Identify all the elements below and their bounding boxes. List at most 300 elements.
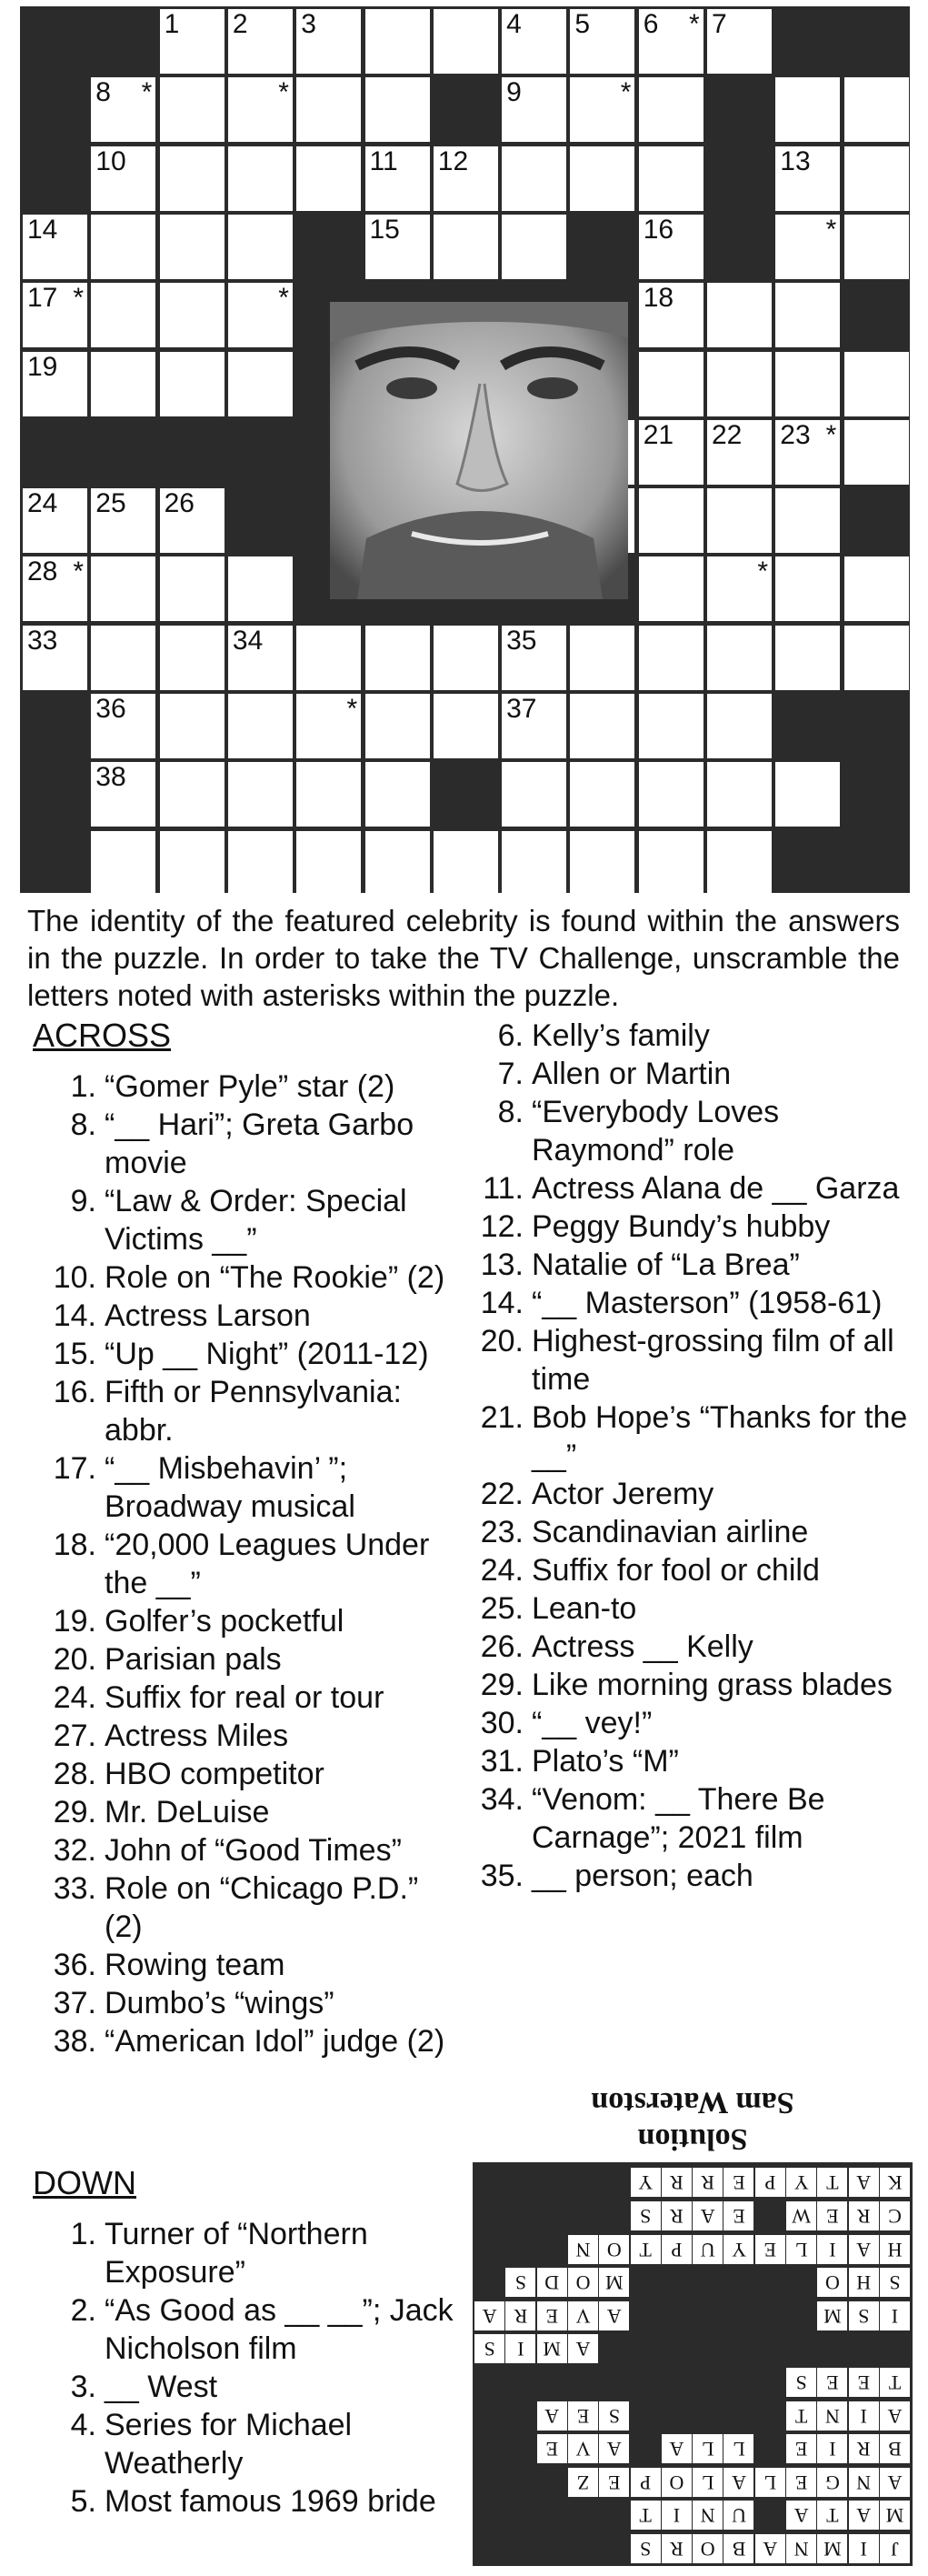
- clue-num: 25.: [480, 1591, 524, 1626]
- clue-item: [33, 1449, 460, 1526]
- grid-cell[interactable]: [639, 762, 703, 827]
- clue-text: Bob Hope’s “Thanks for the __”: [532, 1400, 908, 1473]
- solution-cell: M: [817, 2534, 847, 2563]
- clue-number: 7: [712, 9, 727, 39]
- clue-number: 33: [27, 625, 58, 656]
- grid-cell[interactable]: [228, 352, 293, 416]
- clue-number: 21: [643, 419, 674, 450]
- grid-cell[interactable]: [775, 626, 840, 690]
- grid-cell[interactable]: [570, 626, 634, 690]
- grid-cell[interactable]: [639, 694, 703, 758]
- grid-cell[interactable]: [160, 9, 225, 74]
- celebrity-photo: [330, 302, 628, 599]
- clue-num: 32.: [53, 1833, 96, 1868]
- clue-num: 23.: [480, 1515, 524, 1549]
- grid-cell[interactable]: [707, 352, 772, 416]
- clue-num: 29.: [480, 1668, 524, 1702]
- clue-text: “__ Misbehavin’ ”; Broadway musical: [105, 1451, 355, 1524]
- grid-cell[interactable]: [228, 831, 293, 896]
- clue-num: 28.: [53, 1757, 96, 1791]
- grid-cell[interactable]: [91, 352, 155, 416]
- clue-item: [460, 1246, 914, 1284]
- grid-cell[interactable]: [639, 556, 703, 621]
- clue-item: [460, 1513, 914, 1551]
- grid-cell[interactable]: [639, 215, 703, 279]
- clue-item: [460, 1742, 914, 1780]
- clue-num: 6.: [497, 1018, 524, 1053]
- grid-cell[interactable]: [296, 831, 361, 896]
- solution-cell: A: [693, 2201, 723, 2230]
- solution-cell: A: [662, 2434, 692, 2463]
- clue-text: Allen or Martin: [532, 1057, 732, 1091]
- clue-text: Actress Larson: [105, 1298, 311, 1333]
- clue-num: 27.: [53, 1719, 96, 1753]
- solution-cell: S: [599, 2401, 629, 2431]
- grid-cell[interactable]: [160, 556, 225, 621]
- grid-cell[interactable]: [228, 556, 293, 621]
- grid-cell[interactable]: [228, 9, 293, 74]
- clue-text: “__ Masterson” (1958-61): [532, 1286, 883, 1320]
- grid-cell[interactable]: [434, 694, 498, 758]
- grid-cell[interactable]: [775, 762, 840, 827]
- solution-cell: A: [755, 2534, 785, 2563]
- asterisk-marker: *: [278, 283, 289, 314]
- grid-cell[interactable]: [844, 77, 909, 142]
- solution-cell: A: [786, 2501, 816, 2530]
- solution-cell: L: [724, 2434, 754, 2463]
- grid-cell[interactable]: [639, 831, 703, 896]
- clue-num: 12.: [480, 1209, 524, 1244]
- solution-cell: Y: [631, 2168, 661, 2197]
- grid-cell[interactable]: [844, 556, 909, 621]
- grid-cell[interactable]: [23, 352, 87, 416]
- clue-item: [33, 2215, 460, 2291]
- grid-cell[interactable]: [434, 9, 498, 74]
- clue-item: [33, 1793, 460, 1831]
- clue-text: “20,000 Leagues Under the __”: [105, 1528, 430, 1600]
- solution-cell: A: [537, 2401, 567, 2431]
- clue-item: [33, 1946, 460, 1984]
- grid-cell[interactable]: [23, 215, 87, 279]
- solution-cell: R: [662, 2201, 692, 2230]
- solution-cell: I: [662, 2501, 692, 2530]
- solution-cell: I: [880, 2301, 910, 2330]
- grid-cell[interactable]: [502, 762, 566, 827]
- grid-cell[interactable]: [296, 626, 361, 690]
- grid-cell[interactable]: [844, 352, 909, 416]
- clue-num: 15.: [53, 1337, 96, 1371]
- clue-item: [460, 1628, 914, 1666]
- grid-cell[interactable]: [502, 9, 566, 74]
- clue-item: [33, 1679, 460, 1717]
- grid-cell[interactable]: [502, 77, 566, 142]
- clue-item: [460, 1551, 914, 1589]
- solution-cell: E: [568, 2401, 598, 2431]
- grid-cell[interactable]: [639, 9, 703, 74]
- clue-number: 36: [95, 694, 126, 724]
- grid-cell[interactable]: [296, 146, 361, 211]
- clue-num: 31.: [480, 1744, 524, 1779]
- grid-cell[interactable]: [775, 488, 840, 553]
- grid-cell[interactable]: [91, 831, 155, 896]
- clue-text: John of “Good Times”: [105, 1833, 402, 1868]
- grid-cell[interactable]: [502, 626, 566, 690]
- grid-cell[interactable]: [639, 283, 703, 347]
- grid-cell[interactable]: [844, 420, 909, 485]
- clue-text: Dumbo’s “wings”: [105, 1986, 334, 2020]
- grid-cell[interactable]: [570, 77, 634, 142]
- clue-num: 34.: [480, 1782, 524, 1817]
- asterisk-marker: *: [73, 556, 84, 587]
- grid-cell[interactable]: [91, 556, 155, 621]
- grid-cell[interactable]: [639, 352, 703, 416]
- clue-item: [33, 1717, 460, 1755]
- clue-item: [33, 1106, 460, 1182]
- clue-number: 15: [369, 214, 400, 245]
- solution-cell: R: [849, 2201, 879, 2230]
- grid-cell[interactable]: [775, 283, 840, 347]
- grid-cell[interactable]: [91, 146, 155, 211]
- grid-cell[interactable]: [707, 831, 772, 896]
- grid-cell[interactable]: [434, 215, 498, 279]
- grid-cell[interactable]: [844, 215, 909, 279]
- grid-cell[interactable]: [639, 77, 703, 142]
- grid-cell[interactable]: [228, 626, 293, 690]
- grid-cell[interactable]: [570, 762, 634, 827]
- solution-cell: A: [849, 2235, 879, 2264]
- grid-cell[interactable]: [707, 762, 772, 827]
- grid-cell[interactable]: [160, 762, 225, 827]
- clue-num: 8.: [70, 1108, 96, 1142]
- asterisk-marker: *: [825, 214, 837, 245]
- grid-cell[interactable]: [228, 146, 293, 211]
- solution-cell: I: [505, 2334, 535, 2363]
- grid-cell[interactable]: [160, 77, 225, 142]
- clue-num: 18.: [53, 1528, 96, 1562]
- clue-text: __ person; each: [532, 1859, 753, 1893]
- solution-cell: U: [693, 2235, 723, 2264]
- grid-cell[interactable]: [775, 420, 840, 485]
- grid-cell[interactable]: [91, 283, 155, 347]
- clue-number: 16: [643, 214, 674, 245]
- grid-cell[interactable]: [707, 283, 772, 347]
- clue-number: 10: [95, 145, 126, 176]
- grid-cell[interactable]: [775, 352, 840, 416]
- clue-text: “__ vey!”: [532, 1706, 653, 1740]
- clue-number: 5: [574, 9, 591, 39]
- grid-cell[interactable]: [365, 146, 430, 211]
- clue-number: 23: [780, 419, 811, 450]
- grid-cell[interactable]: [91, 488, 155, 553]
- down-clues-continued: [460, 1017, 914, 1895]
- grid-cell[interactable]: [639, 420, 703, 485]
- clue-item: [460, 1666, 914, 1704]
- solution-cell: T: [880, 2368, 910, 2397]
- solution-cell: O: [662, 2468, 692, 2497]
- clue-text: Mr. DeLuise: [105, 1795, 270, 1829]
- clue-number: 38: [95, 762, 126, 793]
- solution-cell: R: [849, 2434, 879, 2463]
- grid-cell[interactable]: [707, 626, 772, 690]
- clue-number: 12: [437, 145, 469, 176]
- grid-cell[interactable]: [160, 626, 225, 690]
- clue-num: 22.: [480, 1477, 524, 1511]
- clue-item: [460, 1093, 914, 1169]
- grid-cell[interactable]: [639, 488, 703, 553]
- clue-text: Like morning grass blades: [532, 1668, 893, 1702]
- solution-cell: L: [693, 2468, 723, 2497]
- grid-cell[interactable]: [707, 694, 772, 758]
- clue-item: [460, 1322, 914, 1398]
- clue-num: 4.: [70, 2408, 96, 2442]
- solution-cell: B: [880, 2434, 910, 2463]
- solution-cell: E: [755, 2235, 785, 2264]
- solution-cell: L: [693, 2434, 723, 2463]
- solution-cell: E: [786, 2468, 816, 2497]
- grid-cell[interactable]: [434, 831, 498, 896]
- grid-cell[interactable]: [570, 9, 634, 74]
- grid-cell[interactable]: [570, 831, 634, 896]
- clue-text: Most famous 1969 bride: [105, 2484, 436, 2519]
- grid-cell[interactable]: [775, 77, 840, 142]
- grid-cell[interactable]: [296, 694, 361, 758]
- clue-item: [460, 1475, 914, 1513]
- solution-cell: N: [849, 2468, 879, 2497]
- solution-cell: K: [880, 2168, 910, 2197]
- grid-cell[interactable]: [23, 488, 87, 553]
- clue-item: [460, 1284, 914, 1322]
- solution-cell: M: [537, 2334, 567, 2363]
- clue-number: 22: [712, 419, 743, 450]
- solution-cell: O: [599, 2235, 629, 2264]
- clue-item: [460, 1208, 914, 1246]
- solution-cell: R: [693, 2168, 723, 2197]
- solution-heading: [473, 2084, 913, 2157]
- clue-item: [33, 1335, 460, 1373]
- grid-cell[interactable]: [707, 9, 772, 74]
- grid-cell[interactable]: [91, 77, 155, 142]
- clue-num: 1.: [70, 2217, 96, 2251]
- solution-cell: P: [662, 2235, 692, 2264]
- clue-text: Actor Jeremy: [532, 1477, 714, 1511]
- clue-text: “As Good as __ __”; Jack Nicholson film: [105, 2293, 454, 2366]
- grid-cell[interactable]: [91, 626, 155, 690]
- solution-cell: A: [849, 2168, 879, 2197]
- grid-cell[interactable]: [365, 694, 430, 758]
- clue-num: 14.: [53, 1298, 96, 1333]
- clue-item: [460, 1589, 914, 1628]
- grid-cell[interactable]: [228, 215, 293, 279]
- solution-grid: [473, 2162, 913, 2566]
- grid-cell[interactable]: [775, 556, 840, 621]
- grid-cell[interactable]: [775, 146, 840, 211]
- grid-cell[interactable]: [502, 694, 566, 758]
- grid-cell[interactable]: [365, 762, 430, 827]
- solution-cell: N: [786, 2534, 816, 2563]
- clue-item: [33, 2482, 460, 2521]
- solution-cell: I: [817, 2434, 847, 2463]
- solution-cell: E: [724, 2168, 754, 2197]
- grid-cell[interactable]: [707, 488, 772, 553]
- grid-cell[interactable]: [228, 762, 293, 827]
- down-heading: DOWN: [33, 2164, 136, 2201]
- grid-cell[interactable]: [365, 626, 430, 690]
- grid-cell[interactable]: [365, 77, 430, 142]
- clue-text: Golfer’s pocketful: [105, 1604, 344, 1639]
- clue-number: 1: [164, 9, 180, 39]
- clue-item: [33, 1984, 460, 2022]
- clue-number: 35: [506, 625, 537, 656]
- grid-cell[interactable]: [160, 694, 225, 758]
- solution-cell: Y: [724, 2235, 754, 2264]
- solution-cell: R: [662, 2168, 692, 2197]
- asterisk-marker: *: [346, 694, 358, 724]
- grid-cell[interactable]: [228, 283, 293, 347]
- grid-cell[interactable]: [160, 352, 225, 416]
- clue-num: 24.: [53, 1680, 96, 1715]
- grid-cell[interactable]: [365, 831, 430, 896]
- clue-text: Suffix for fool or child: [532, 1553, 820, 1588]
- solution-cell: T: [631, 2501, 661, 2530]
- grid-cell[interactable]: [365, 9, 430, 74]
- clue-num: 37.: [53, 1986, 96, 2020]
- clue-item: [33, 1640, 460, 1679]
- grid-cell[interactable]: [160, 283, 225, 347]
- solution-cell: O: [693, 2534, 723, 2563]
- clue-number: 2: [232, 9, 248, 39]
- grid-cell[interactable]: [160, 488, 225, 553]
- grid-cell[interactable]: [296, 762, 361, 827]
- solution-cell: S: [474, 2334, 504, 2363]
- solution-cell: T: [786, 2401, 816, 2431]
- grid-cell[interactable]: [775, 215, 840, 279]
- clue-num: 3.: [70, 2370, 96, 2404]
- solution-cell: R: [505, 2301, 535, 2330]
- clue-item: [460, 1780, 914, 1857]
- clue-num: 17.: [53, 1451, 96, 1486]
- grid-cell[interactable]: [23, 556, 87, 621]
- solution-cell: P: [631, 2468, 661, 2497]
- solution-title: Solution: [637, 2122, 748, 2156]
- solution-cell: Z: [568, 2468, 598, 2497]
- grid-cell[interactable]: [570, 146, 634, 211]
- clue-num: 35.: [480, 1859, 524, 1893]
- grid-cell[interactable]: [707, 556, 772, 621]
- solution-answer: Sam Waterston: [591, 2086, 794, 2120]
- clue-text: Plato’s “M”: [532, 1744, 679, 1779]
- solution-cell: E: [724, 2201, 754, 2230]
- clue-item: [33, 1526, 460, 1602]
- grid-cell[interactable]: [570, 694, 634, 758]
- solution-cell: E: [786, 2434, 816, 2463]
- grid-cell[interactable]: [160, 831, 225, 896]
- clue-num: 16.: [53, 1375, 96, 1409]
- clue-text: “Venom: __ There Be Carnage”; 2021 film: [532, 1782, 825, 1855]
- clue-item: [460, 1169, 914, 1208]
- clue-number: 4: [506, 9, 522, 39]
- grid-cell[interactable]: [502, 146, 566, 211]
- clue-text: Highest-grossing film of all time: [532, 1324, 894, 1397]
- grid-cell[interactable]: [365, 215, 430, 279]
- grid-cell[interactable]: [502, 215, 566, 279]
- grid-cell[interactable]: [160, 146, 225, 211]
- solution-cell: L: [786, 2235, 816, 2264]
- grid-cell[interactable]: [844, 146, 909, 211]
- clue-text: “__ Hari”; Greta Garbo movie: [105, 1108, 414, 1180]
- clue-num: 20.: [53, 1642, 96, 1677]
- clue-num: 26.: [480, 1629, 524, 1664]
- grid-cell[interactable]: [844, 626, 909, 690]
- clue-text: “Everybody Loves Raymond” role: [532, 1095, 780, 1168]
- clue-item: [33, 1831, 460, 1869]
- solution-cell: E: [817, 2368, 847, 2397]
- clue-text: Suffix for real or tour: [105, 1680, 384, 1715]
- clue-number: 11: [369, 145, 398, 176]
- clue-text: Series for Michael Weatherly: [105, 2408, 353, 2481]
- solution-cell: E: [537, 2434, 567, 2463]
- grid-cell[interactable]: [502, 831, 566, 896]
- solution-cell: S: [631, 2201, 661, 2230]
- solution-cell: C: [880, 2201, 910, 2230]
- asterisk-marker: *: [278, 77, 289, 108]
- solution-cell: T: [817, 2501, 847, 2530]
- grid-cell[interactable]: [639, 146, 703, 211]
- grid-cell[interactable]: [91, 215, 155, 279]
- solution-cell: A: [474, 2301, 504, 2330]
- grid-cell[interactable]: [228, 77, 293, 142]
- grid-cell[interactable]: [91, 694, 155, 758]
- solution-cell: A: [880, 2468, 910, 2497]
- clue-num: 36.: [53, 1948, 96, 1982]
- solution-cell: A: [724, 2468, 754, 2497]
- grid-cell[interactable]: [296, 9, 361, 74]
- grid-cell[interactable]: [707, 420, 772, 485]
- solution-cell: O: [817, 2268, 847, 2297]
- clue-number: 8: [95, 77, 111, 108]
- clue-item: [33, 2291, 460, 2368]
- grid-cell[interactable]: [91, 762, 155, 827]
- asterisk-marker: *: [73, 283, 84, 314]
- grid-cell[interactable]: [434, 626, 498, 690]
- clue-text: Peggy Bundy’s hubby: [532, 1209, 831, 1244]
- grid-cell[interactable]: [434, 146, 498, 211]
- clue-num: 8.: [497, 1095, 524, 1129]
- clue-item: [460, 1857, 914, 1895]
- clue-text: Role on “The Rookie” (2): [105, 1260, 445, 1295]
- grid-cell[interactable]: [228, 694, 293, 758]
- solution-cell: S: [631, 2534, 661, 2563]
- clue-num: 5.: [70, 2484, 96, 2519]
- crossword-grid: [20, 6, 910, 893]
- clue-item: [33, 1869, 460, 1946]
- clue-num: 21.: [480, 1400, 524, 1435]
- solution-cell: T: [631, 2235, 661, 2264]
- grid-cell[interactable]: [639, 626, 703, 690]
- grid-cell[interactable]: [160, 215, 225, 279]
- solution-cell: W: [786, 2201, 816, 2230]
- solution-cell: H: [849, 2268, 879, 2297]
- clue-num: 7.: [497, 1057, 524, 1091]
- clue-text: Lean-to: [532, 1591, 637, 1626]
- clue-item: [33, 2406, 460, 2482]
- grid-cell[interactable]: [296, 77, 361, 142]
- solution-cell: S: [786, 2368, 816, 2397]
- grid-cell[interactable]: [23, 283, 87, 347]
- grid-cell[interactable]: [23, 626, 87, 690]
- clue-text: Scandinavian airline: [532, 1515, 809, 1549]
- solution-cell: D: [537, 2268, 567, 2297]
- solution-cell: A: [849, 2501, 879, 2530]
